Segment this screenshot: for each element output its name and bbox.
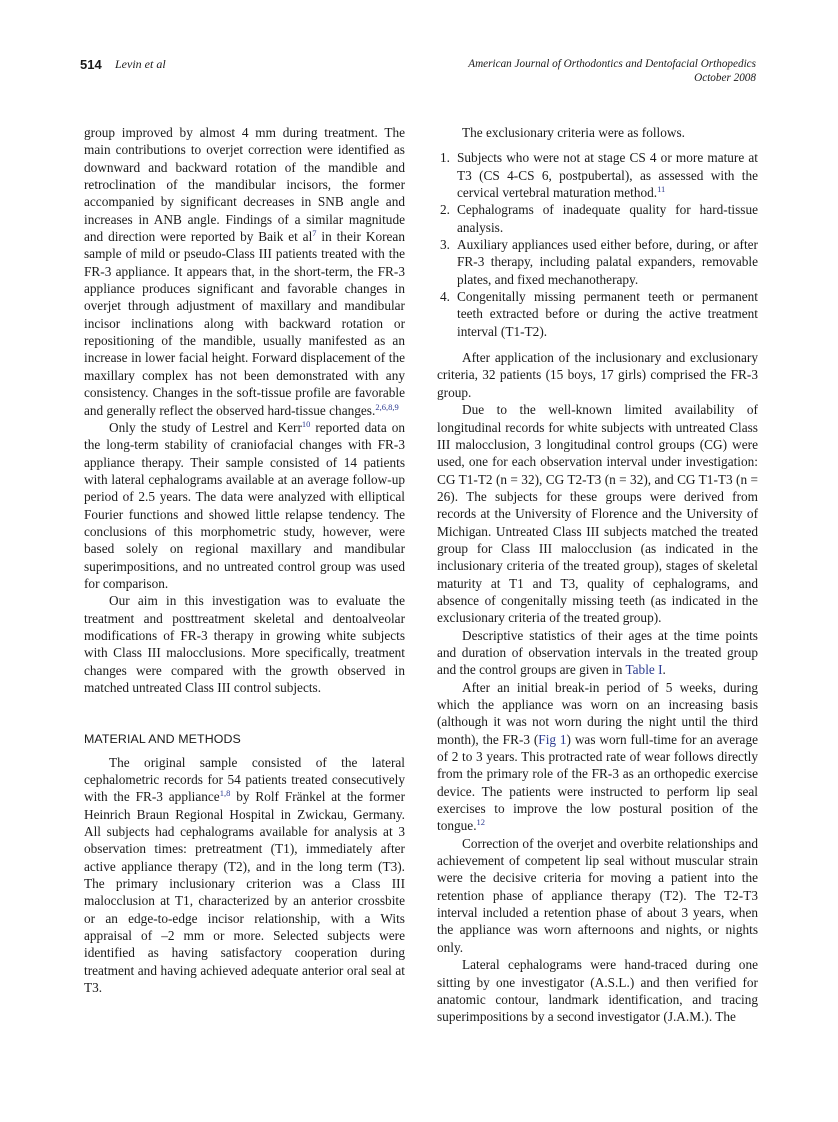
list-item — [437, 201, 758, 236]
text: . — [662, 662, 666, 678]
paragraph — [437, 627, 758, 679]
journal-issue: October 2008 — [694, 72, 756, 84]
citation-link[interactable]: 11 — [657, 184, 666, 195]
text: in their Korean sample of mild or pseudo-Class III patients treated with the FR-3 appliance. It appears that, in the short-term, the FR-3 appliance produces significant and favorable changes in overjet through adjustment of maxillary and mandibular incisor inclinations along with backward rotation or repositioning of the mandible, usually manifested as an increase in lower facial height. Forward displacement of the maxillary complex has not been demonstrated with any consistency. Changes in the soft-tissue profile are favorable and generally reflect the observed hard-tissue changes. — [84, 229, 405, 418]
text: Auxiliary appliances used either before, during, or after FR-3 therapy, including palatal expanders, removable plates, and fixed mechanotherapy. — [457, 237, 758, 287]
exclusion-criteria-list — [437, 149, 758, 340]
text: The original sample consisted of the lateral cephalometric records for 54 patients treated consecutively with the FR-3 appliance — [84, 754, 405, 805]
paragraph: Our aim in this investigation was to evaluate the treatment and posttreatment skeletal and dentoalveolar modifications of FR-3 therapy in growing white subjects with Class III malocclusions. More specifically, treatment changes were compared with the growth observed in matched untreated Class III control subjects. — [84, 593, 405, 695]
page-number: 514 — [80, 57, 102, 72]
left-column — [84, 124, 405, 997]
paragraph: Lateral cephalograms were hand-traced during one sitting by one investigator (A.S.L.) and then verified for anatomic contour, landmark identification, and tracing superimpositions by a second investigator (J.A.M.). The — [437, 957, 758, 1025]
text: reported data on the long-term stability of craniofacial changes with FR-3 appliance therapy. Their sample consisted of 14 patients with lateral cephalograms available at an average follow-up period of 2.5 years. The data were analyzed with elliptical Fourier functions and showed little relapse tendency. The conclusions of this morphometric study, however, were based solely on regional maxillary and mandibular superimpositions, and no untreated control group was used for comparison. — [84, 419, 405, 591]
citation-link[interactable]: 1,8 — [219, 788, 231, 799]
list-number: 1. — [440, 150, 450, 166]
text: Cephalograms of inadequate quality for hard-tissue analysis. — [457, 202, 758, 235]
right-column — [437, 124, 758, 1026]
paragraph — [437, 679, 758, 835]
list-item — [437, 288, 758, 340]
table-link[interactable]: Table I — [625, 662, 663, 678]
journal-title: American Journal of Orthodontics and Dentofacial Orthopedics — [468, 58, 756, 70]
list-number: 2. — [440, 202, 450, 218]
running-header — [80, 57, 756, 97]
text: Subjects who were not at stage CS 4 or more mature at T3 (CS 4-CS 6, postpubertal), as assessed with the cervical vertebral maturation method. — [457, 150, 758, 201]
journal-info — [468, 57, 756, 85]
list-number: 4. — [440, 289, 450, 305]
list-number: 3. — [440, 237, 450, 253]
list-item — [437, 236, 758, 288]
citation-link[interactable]: 12 — [476, 817, 486, 828]
text: Descriptive statistics of their ages at the time points and duration of observation intervals in the treated group and the control groups are given in — [437, 627, 758, 678]
figure-link[interactable]: Fig 1 — [538, 731, 567, 747]
text: Congenitally missing permanent teeth or permanent teeth extracted before or during the active treatment interval (T1-T2). — [457, 289, 758, 339]
text: ) was worn full-time for an average of 2 to 3 years. This protracted rate of wear follows directly from the primary role of the FR-3 as an orthopedic exercise device. The patients were instructed to perform lip seal exercises to improve the low postural position of the tongue. — [437, 731, 758, 834]
citation-link[interactable]: 10 — [301, 418, 311, 429]
citation-link[interactable]: 7 — [312, 228, 317, 239]
paragraph — [84, 124, 405, 419]
list-item — [437, 149, 758, 201]
paragraph — [84, 419, 405, 592]
paragraph: Due to the well-known limited availability of longitudinal records for white subjects with untreated Class III malocclusion, 3 longitudinal control groups (CG) were used, one for each observation interval under investigation: CG T1-T2 (n = 32), CG T2-T3 (n = 32), and CG T1-T3 (n = 26). The subjects for these groups were derived from records at the University of Florence and the University of Michigan. Untreated Class III subjects matched the treated group for Class III malocclusion (as indicated in the inclusionary criteria of the treated group), stages of skeletal maturity at T1 and T3, quality of cephalograms, and absence of congenitally missing teeth (as indicated in the exclusionary criteria of the treated group). — [437, 402, 758, 626]
paragraph — [84, 754, 405, 997]
paragraph: Correction of the overjet and overbite relationships and achievement of competent lip seal without muscular strain were the decisive criteria for moving a patient into the retention phase of appliance therapy (T2). The T2-T3 interval included a retention phase of about 3 years, when the appliance was worn afternoons and nights, or nights only. — [437, 835, 758, 955]
paragraph: After application of the inclusionary and exclusionary criteria, 32 patients (15 boys, 17 girls) comprised the FR-3 group. — [437, 350, 758, 400]
text: After an initial break-in period of 5 weeks, during which the appliance was worn on an increasing basis (although it was not worn during the night until the third month), the FR-3 ( — [437, 679, 758, 747]
text: group improved by almost 4 mm during treatment. The main contributions to overjet correction were identified as downward and backward rotation of the mandible and retroclination of the mandibular incisors, the former accompanied by significant decreases in SNB angle and increases in ANB angle. Findings of a similar magnitude and direction were reported by Baik et al — [84, 125, 405, 245]
text: Only the study of Lestrel and Kerr — [109, 419, 302, 435]
paragraph: The exclusionary criteria were as follows. — [462, 125, 686, 140]
running-authors: Levin et al — [115, 57, 166, 71]
citation-link[interactable]: 2,6,8,9 — [375, 401, 399, 412]
text: by Rolf Fränkel at the former Heinrich Braun Regional Hospital in Zwickau, Germany. All subjects had cephalograms available for analysis at 3 observation times: pretreatment (T1), immediately after active appliance therapy (T2), and in the long term (T3). The primary inclusionary criterion was a Class III malocclusion at T1, characterized by an anterior crossbite or an edge-to-edge incisor relationship, with a Wits appraisal of –2 mm or more. Selected subjects were identified as having satisfactory cooperation during treatment and having achieved adequate anterior oral seal at T3. — [84, 789, 405, 996]
section-heading: MATERIAL AND METHODS — [84, 732, 241, 747]
